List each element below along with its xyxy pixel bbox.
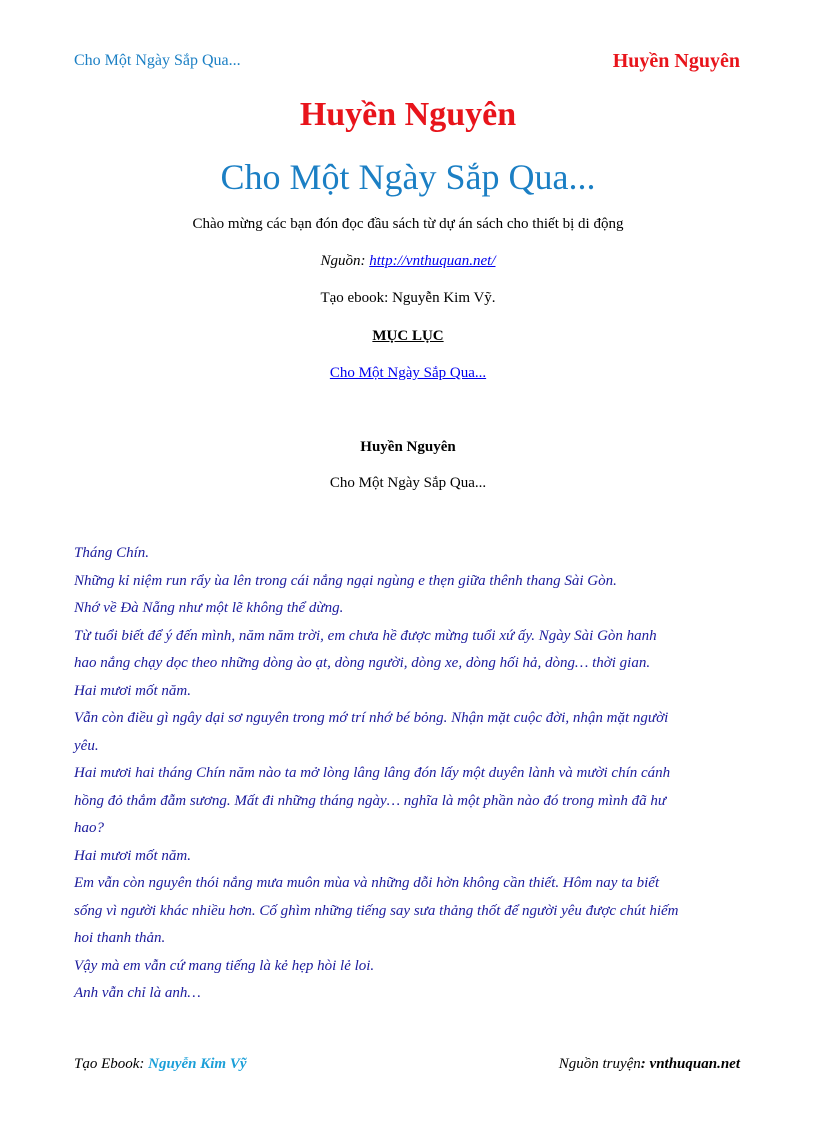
body-line: Hai mươi hai tháng Chín năm nào ta mở lòng lâng lâng đón lấy một duyên lành và mười chín cánh xyxy=(74,765,671,781)
body-line: hoi thanh thản. xyxy=(74,930,166,946)
welcome-text: Chào mừng các bạn đón đọc đầu sách từ dự án sách cho thiết bị di động xyxy=(192,216,624,232)
body-line: Từ tuổi biết để ý đến mình, năm năm trời, em chưa hề được mừng tuổi xứ ấy. Ngày Sài Gòn hanh xyxy=(74,627,657,644)
body-line: Anh vẫn chỉ là anh… xyxy=(74,985,201,1001)
footer-creator-label: Tạo Ebook xyxy=(74,1056,140,1072)
chapter-author: Huyền Nguyên xyxy=(360,439,456,455)
body-line: Hai mươi mốt năm. xyxy=(74,682,192,699)
running-header-title: Cho Một Ngày Sắp Qua... xyxy=(74,52,241,69)
body-line: Hai mươi mốt năm. xyxy=(74,847,192,864)
source-line xyxy=(0,253,816,270)
body-line: Những kỉ niệm run rẩy ùa lên trong cái nắng ngại ngùng e thẹn giữa thênh thang Sài Gòn. xyxy=(74,572,617,589)
body-line: Vậy mà em vẫn cứ mang tiếng là kẻ hẹp hòi lẻ loi. xyxy=(74,957,375,974)
footer-source-label: Nguồn truyện xyxy=(558,1056,641,1072)
ebook-creator: Tạo ebook: Nguyễn Kim Vỹ. xyxy=(320,290,496,306)
body-line: hồng đỏ thắm đẫm sương. Mất đi những tháng ngày… nghĩa là một phần nào đó trong mình đã hư xyxy=(74,792,666,809)
body-line: Tháng Chín. xyxy=(74,545,150,561)
body-line: yêu. xyxy=(74,737,99,754)
footer-creator-name: Nguyễn Kim Vỹ xyxy=(148,1056,247,1072)
body-line: Nhớ về Đà Nẵng như một lẽ không thể dừng. xyxy=(74,600,344,616)
toc-heading: MỤC LỤC xyxy=(372,328,444,344)
body-line: Vẫn còn điều gì ngây dại sơ nguyên trong mớ trí nhớ bé bỏng. Nhận mặt cuộc đời, nhận mặt người xyxy=(74,710,669,726)
footer-creator-sep: : xyxy=(139,1056,149,1072)
footer-source xyxy=(559,1056,740,1073)
cover-author: Huyền Nguyên xyxy=(299,96,517,133)
running-header-author: Huyền Nguyên xyxy=(612,50,740,72)
footer-creator xyxy=(74,1056,247,1073)
footer-source-name: vnthuquan.net xyxy=(649,1056,740,1072)
body-line: sống vì người khác nhiều hơn. Cố ghìm những tiếng say sưa thảng thốt để người yêu được chút hiếm xyxy=(74,902,679,919)
cover-title: Cho Một Ngày Sắp Qua... xyxy=(220,157,596,197)
body-line: hao? xyxy=(74,820,104,836)
source-link[interactable]: http://vnthuquan.net/ xyxy=(369,253,496,269)
chapter-body xyxy=(74,540,744,1008)
source-label: Nguồn: xyxy=(320,253,370,269)
body-line: Em vẫn còn nguyên thói nắng mưa muôn mùa và những dỗi hờn không cần thiết. Hôm nay ta biết xyxy=(74,875,660,891)
chapter-title: Cho Một Ngày Sắp Qua... xyxy=(329,475,487,491)
toc-item-link[interactable]: Cho Một Ngày Sắp Qua... xyxy=(329,365,487,381)
body-line: hao nắng chạy dọc theo những dòng ào ạt, dòng người, dòng xe, dòng hối hả, dòng… thời gian. xyxy=(74,655,651,671)
footer-source-sep: : xyxy=(640,1056,650,1072)
